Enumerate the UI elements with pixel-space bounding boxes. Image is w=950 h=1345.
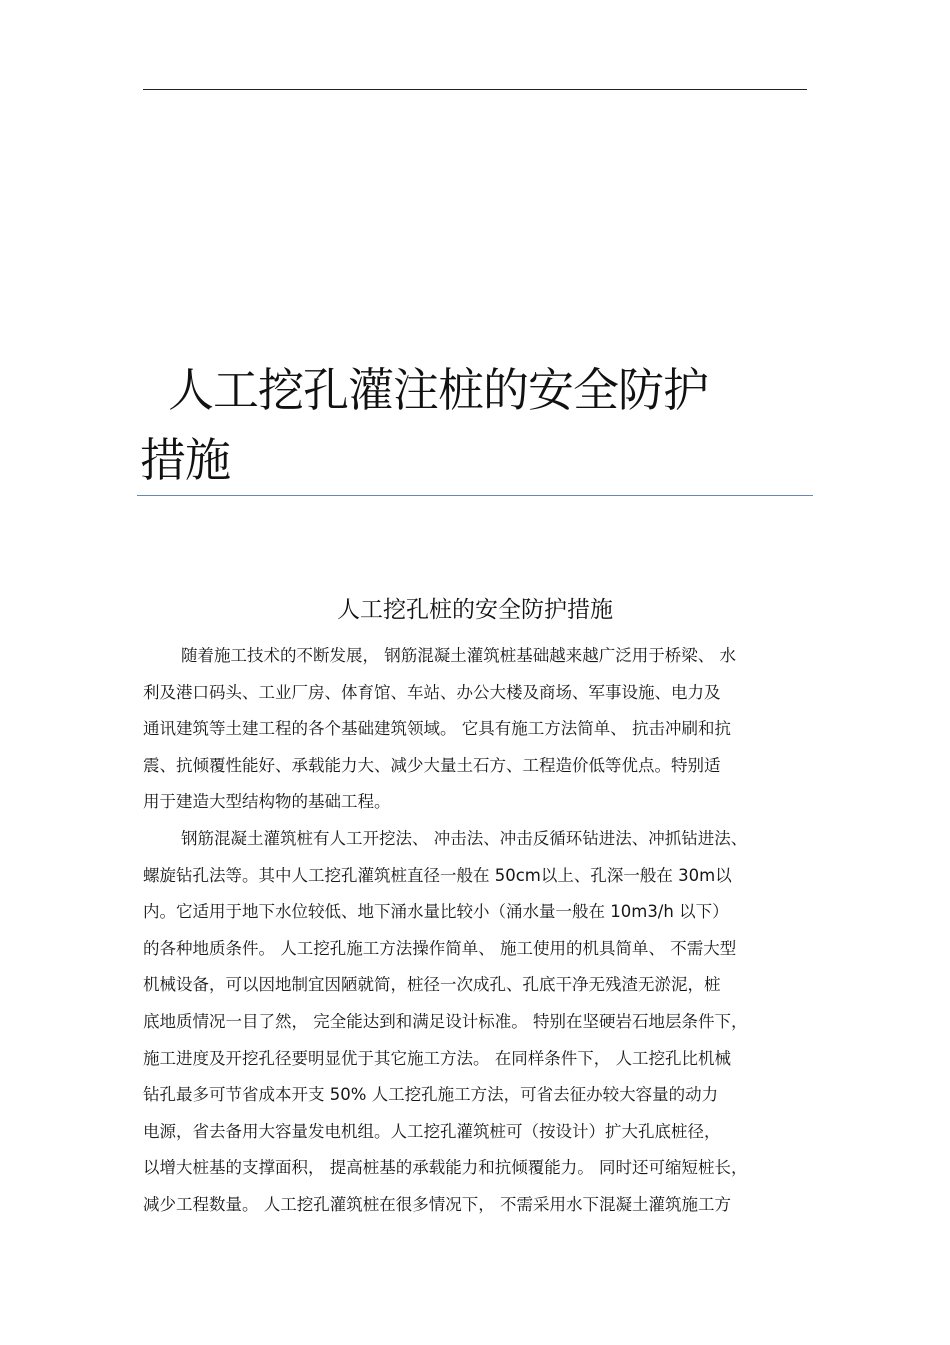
- paragraph-1-line-1: 随着施工技术的不断发展， 钢筋混凝土灌筑桩基础越来越广泛用于桥梁、 水: [181, 646, 736, 665]
- paragraph-2-line-10: 以增大桩基的支撑面积， 提高桩基的承载能力和抗倾覆能力。 同时还可缩短桩长，: [143, 1158, 748, 1178]
- paragraph-2-line-2: 螺旋钻孔法等。其中人工挖孔灌筑桩直径一般在 50cm以上、孔深一般在 30m以: [143, 865, 732, 885]
- paragraph-2-line-9: 电源，省去备用大容量发电机组。人工挖孔灌筑桩可（按设计）扩大孔底桩径，: [143, 1121, 721, 1141]
- paragraph-2-line-4: 的各种地质条件。 人工挖孔施工方法操作简单、 施工使用的机具简单、 不需大型: [143, 938, 737, 958]
- paragraph-2-line-7: 施工进度及开挖孔径要明显优于其它施工方法。 在同样条件下， 人工挖孔比机械: [143, 1048, 731, 1068]
- header-rule: [143, 89, 807, 90]
- paragraph-1-line-5: 用于建造大型结构物的基础工程。: [143, 792, 391, 812]
- paragraph-2-line-8: 钻孔最多可节省成本开支 50% 人工挖孔施工方法，可省去征办较大容量的动力: [143, 1085, 719, 1105]
- paragraph-1-line-2: 利及港口码头、工业厂房、体育馆、车站、办公大楼及商场、军事设施、电力及: [143, 682, 721, 702]
- title-underline-rule: [137, 495, 813, 496]
- paragraph-2-line-5: 机械设备，可以因地制宜因陋就简，桩径一次成孔、孔底干净无残渣无淤泥，桩: [143, 975, 721, 995]
- paragraph-1-line-3: 通讯建筑等土建工程的各个基础建筑领域。 它具有施工方法简单、 抗击冲刷和抗: [143, 719, 731, 739]
- document-title: [140, 355, 800, 495]
- paragraph-2-line-1: 钢筋混凝土灌筑桩有人工开挖法、 冲击法、冲击反循环钻进法、冲抓钻进法、: [181, 828, 748, 848]
- section-heading: 人工挖孔桩的安全防护措施: [337, 597, 613, 623]
- paragraph-2-line-3: 内。它适用于地下水位较低、地下涌水量比较小（涌水量一般在 10m3/h 以下）: [143, 902, 729, 922]
- title-line-2: 措施: [140, 433, 230, 487]
- paragraph-2-line-6: 底地质情况一目了然， 完全能达到和满足设计标准。 特别在坚硬岩石地层条件下，: [143, 1011, 748, 1031]
- paragraph-1-line-4: 震、抗倾覆性能好、承载能力大、减少大量土石方、工程造价低等优点。特别适: [143, 755, 721, 775]
- paragraph-2-line-11: 减少工程数量。 人工挖孔灌筑桩在很多情况下， 不需采用水下混凝土灌筑施工方: [143, 1194, 731, 1214]
- title-line-1: 人工挖孔灌注桩的安全防护: [168, 363, 708, 417]
- body-text: [143, 638, 813, 1224]
